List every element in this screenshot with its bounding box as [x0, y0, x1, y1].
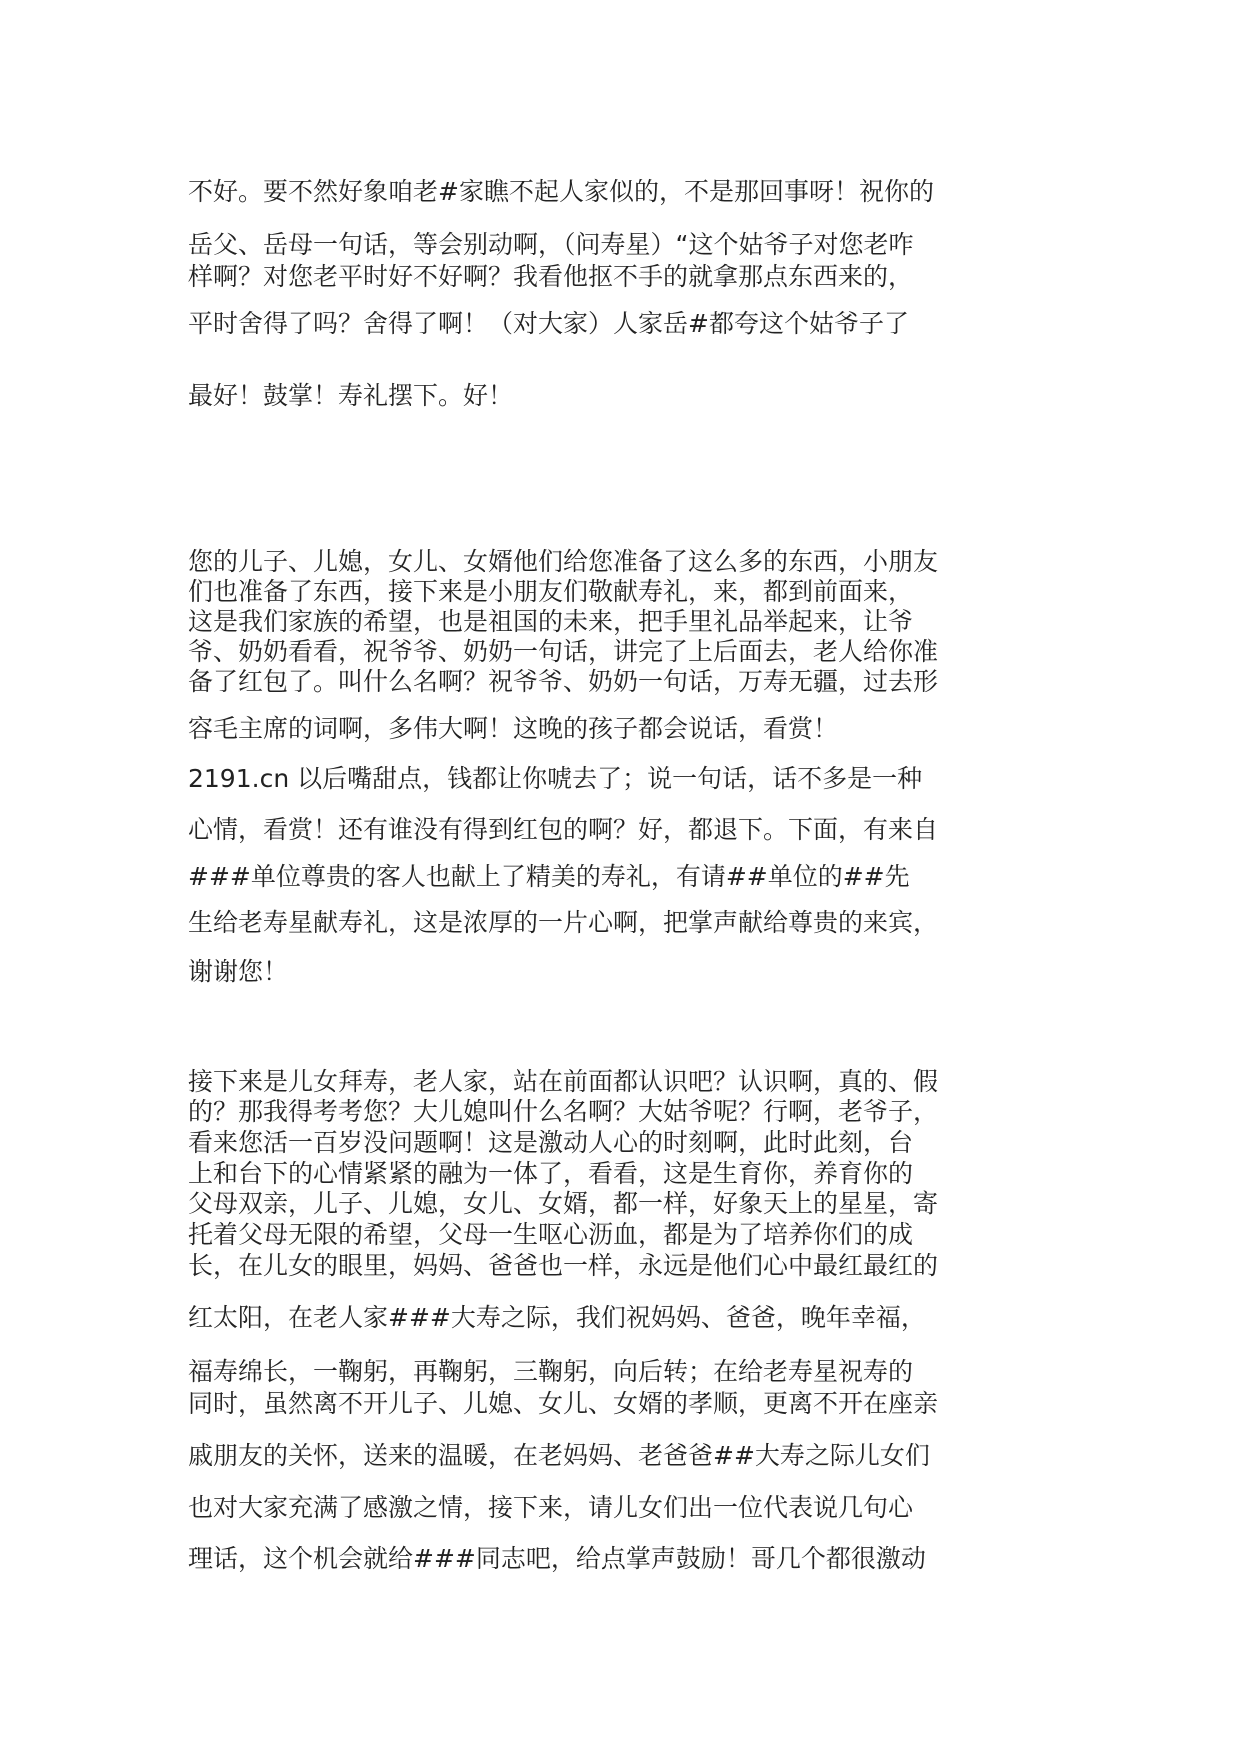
text-line: 父母双亲，儿子、儿媳，女儿、女婿，都一样，好象天上的星星，寄 — [188, 1189, 939, 1218]
text-line: 上和台下的心情紧紧的融为一体了，看看，这是生育你，养育你的 — [188, 1159, 914, 1188]
text-line: 不好。要不然好象咱老#家瞧不起人家似的，不是那回事呀！祝你的 — [188, 177, 934, 206]
text-line: 福寿绵长，一鞠躬，再鞠躬，三鞠躬，向后转；在给老寿星祝寿的 — [188, 1357, 914, 1386]
text-line: 同时，虽然离不开儿子、儿媳、女儿、女婿的孝顺，更离不开在座亲 — [188, 1389, 939, 1418]
text-line: 戚朋友的关怀，送来的温暖，在老妈妈、老爸爸##大寿之际儿女们 — [188, 1441, 930, 1470]
text-line: 红太阳，在老人家###大寿之际，我们祝妈妈、爸爸，晚年幸福， — [188, 1303, 926, 1332]
text-line: 看来您活一百岁没问题啊！这是激动人心的时刻啊，此时此刻，台 — [188, 1128, 914, 1157]
text-line: 容毛主席的词啊，多伟大啊！这晚的孩子都会说话，看赏！ — [188, 714, 839, 743]
text-line: 您的儿子、儿媳，女儿、女婿他们给您准备了这么多的东西，小朋友 — [188, 547, 939, 576]
text-line: 谢谢您！ — [188, 957, 289, 986]
text-line: 平时舍得了吗？舍得了啊！（对大家）人家岳#都夸这个姑爷子了 — [188, 309, 909, 338]
text-line: 的？那我得考考您？大儿媳叫什么名啊？大姑爷呢？行啊，老爷子， — [188, 1097, 939, 1126]
text-line: ###单位尊贵的客人也献上了精美的寿礼，有请##单位的##先 — [188, 862, 910, 891]
text-line: 理话，这个机会就给###同志吧，给点掌声鼓励！哥几个都很激动 — [188, 1544, 926, 1573]
text-line: 也对大家充满了感激之情，接下来，请儿女们出一位代表说几句心 — [188, 1493, 914, 1522]
text-line: 心情，看赏！还有谁没有得到红包的啊？好，都退下。下面，有来自 — [188, 815, 939, 844]
text-line: 托着父母无限的希望，父母一生呕心沥血，都是为了培养你们的成 — [188, 1220, 914, 1249]
text-line: 们也准备了东西，接下来是小朋友们敬献寿礼，来，都到前面来， — [188, 577, 914, 606]
text-line: 接下来是儿女拜寿，老人家，站在前面都认识吧？认识啊，真的、假 — [188, 1067, 939, 1096]
text-line: 样啊？对您老平时好不好啊？我看他抠不手的就拿那点东西来的， — [188, 262, 914, 291]
text-line: 这是我们家族的希望，也是祖国的未来，把手里礼品举起来，让爷 — [188, 607, 914, 636]
text-line: 长，在儿女的眼里，妈妈、爸爸也一样，永远是他们心中最红最红的 — [188, 1251, 939, 1280]
text-line: 岳父、岳母一句话，等会别动啊，（问寿星）“这个姑爷子对您老咋 — [188, 230, 914, 259]
text-line: 生给老寿星献寿礼，这是浓厚的一片心啊，把掌声献给尊贵的来宾， — [188, 908, 939, 937]
text-line: 爷、奶奶看看，祝爷爷、奶奶一句话，讲完了上后面去，老人给你准 — [188, 637, 939, 666]
text-line: 2191.cn 以后嘴甜点，钱都让你唬去了；说一句话，话不多是一种 — [188, 764, 923, 793]
text-line: 备了红包了。叫什么名啊？祝爷爷、奶奶一句话，万寿无疆，过去形 — [188, 667, 939, 696]
text-line: 最好！鼓掌！寿礼摆下。好！ — [188, 381, 514, 410]
